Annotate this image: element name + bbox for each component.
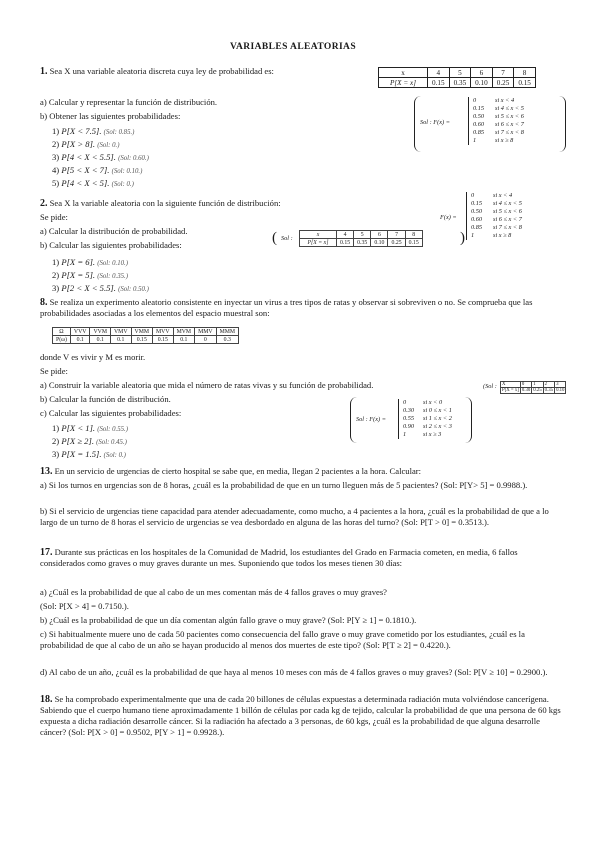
table-cell: x (300, 231, 337, 239)
table-cell: P[X = x] (502, 388, 519, 393)
p2-item-2 (52, 270, 128, 282)
p1-part-b: b) Obtener las siguientes probabilidades: (40, 111, 181, 121)
table-cell: 0.25 (492, 78, 514, 88)
piecewise-value: 0.50 (473, 113, 485, 120)
piecewise-value: 0 (403, 399, 407, 406)
p2-piecewise (466, 192, 522, 240)
p1-part-a: a) Calcular y representar la función de distribución. (40, 97, 218, 107)
p17-part-a: a) ¿Cuál es la probabilidad de que al cabo de un mes comentan más de 4 fallos graves o muy graves? (40, 587, 387, 597)
table-cell: VMV (111, 328, 132, 336)
piecewise-condition: si 7 ≤ x < 8 (493, 224, 522, 231)
piecewise-condition: si 6 ≤ x < 7 (495, 121, 524, 128)
piecewise-row (473, 105, 524, 113)
item-label: 1) (52, 257, 60, 267)
table-cell: 0.1 (70, 336, 90, 344)
problem-number: 17. (40, 547, 53, 558)
problem-text: En un servicio de urgencias de cierto hospital se sabe que, en media, llegan 2 pacientes a la hora. Calcular: (54, 466, 422, 476)
problem-number: 1. (40, 66, 48, 77)
table-cell: 0.10 (556, 388, 565, 393)
problem-number: 8. (40, 297, 48, 308)
piecewise-condition: si 4 ≤ x < 5 (495, 105, 524, 112)
piecewise-row (471, 232, 522, 240)
table-cell: 0 (195, 336, 217, 344)
piecewise-value: 0.60 (473, 121, 485, 128)
table-cell: 0.30 (521, 388, 531, 393)
table-cell: X (501, 382, 521, 388)
problem-number: 2. (40, 198, 48, 209)
piecewise-row (473, 137, 524, 145)
item-expression: P[5 < X < 7]. (61, 165, 110, 175)
problem-2-intro (40, 198, 281, 209)
piecewise-condition: si x < 0 (423, 399, 443, 406)
p17-part-c: c) Si habitualmente muere uno de cada 50 pacientes como consecuencia del fallo grave o muy grave cometido por los estudiantes, ¿cuál es la probabilidad de que al cabo de un año se hayan producido al menos dos muertes de este tipo? (Sol: P[T ≥ 2] = 0.4220.). (40, 629, 525, 650)
item-solution: (Sol: 0.85.) (103, 129, 135, 136)
p2-part-a: a) Calcular la distribución de probabilidad. (40, 226, 188, 236)
table-cell: 0.35 (449, 78, 471, 88)
piecewise-condition: si 6 ≤ x < 7 (493, 216, 522, 223)
p8-item-1 (52, 423, 128, 435)
piecewise-condition: si x ≥ 8 (495, 137, 514, 144)
page-title: VARIABLES ALEATORIAS (230, 42, 357, 52)
item-solution: (Sol: 0.35.) (97, 273, 128, 280)
table-cell: x (379, 68, 428, 78)
p2-solution-table (299, 230, 423, 247)
table-cell: 0.10 (371, 239, 388, 247)
table-cell: VMM (131, 328, 153, 336)
piecewise-value: 0 (473, 97, 477, 104)
piecewise-condition: si 0 ≤ x < 1 (423, 407, 452, 414)
piecewise-condition: si 5 ≤ x < 6 (495, 113, 524, 120)
item-solution: (Sol: 0.45.) (96, 439, 127, 446)
item-solution: (Sol: 0.10.) (111, 168, 143, 175)
item-label: 2) (52, 270, 60, 280)
piecewise-condition: si 7 ≤ x < 8 (495, 129, 524, 136)
piecewise-row (471, 216, 522, 224)
piecewise-row (473, 121, 524, 129)
p1-piecewise (468, 97, 524, 145)
p2-part-b: b) Calcular las siguientes probabilidades: (40, 240, 182, 250)
piecewise-value: 0.85 (471, 224, 483, 231)
piecewise-row (403, 407, 452, 415)
piecewise-row (403, 431, 452, 439)
p8-se-pide: Se pide: (40, 366, 68, 376)
table-cell: VVM (90, 328, 111, 336)
p1-item-4 (52, 165, 142, 177)
piecewise-value: 1 (471, 232, 475, 239)
item-solution: (Sol: 0.) (111, 181, 134, 188)
item-expression: P[X < 1]. (61, 423, 96, 433)
item-label: 1) (52, 423, 60, 433)
piecewise-condition: si x ≥ 8 (493, 232, 512, 239)
table-cell: 0.15 (131, 336, 153, 344)
problem-18 (40, 694, 562, 738)
piecewise-value: 0 (471, 192, 475, 199)
piecewise-row (471, 192, 522, 200)
p17-part-b: b) ¿Cuál es la probabilidad de que un día comentan algún fallo grave o muy grave? (Sol: P[Y ≥ 1] = 0.1810.). (40, 615, 417, 625)
p2-item-3 (52, 283, 149, 295)
table-cell: 0.10 (471, 78, 493, 88)
paren-open-icon: ( (272, 230, 277, 246)
table-cell: 8 (405, 231, 422, 239)
item-label: 1) (52, 126, 60, 136)
item-expression: P[X = 5]. (61, 270, 96, 280)
table-cell: 4 (337, 231, 354, 239)
problem-text: Durante sus prácticas en los hospitales de la Comunidad de Madrid, los estudiantes del Grado en Farmacia cometen, en media, 6 fallos considerados como graves o muy graves durante un mes. Suponiendo que todos los meses tienen 30 días: (40, 547, 518, 568)
piecewise-value: 0.15 (471, 200, 483, 207)
p8-item-3 (52, 449, 126, 461)
piecewise-value: 0.55 (403, 415, 415, 422)
problem-number: 18. (40, 694, 53, 705)
piecewise-condition: si 4 ≤ x < 5 (493, 200, 522, 207)
piecewise-value: 1 (403, 431, 407, 438)
item-expression: P[X > 8]. (61, 139, 96, 149)
piecewise-row (473, 129, 524, 137)
table-cell: 0.15 (514, 78, 536, 88)
p8-donde: donde V es vivir y M es morir. (40, 352, 146, 362)
table-cell: P[X = x] (379, 78, 428, 88)
p17-part-d: d) Al cabo de un año, ¿cuál es la probabilidad de que haya al menos 10 meses con más de 4 fallos graves o muy graves? (Sol: P[V ≥ 10] = 0.2900.). (40, 667, 548, 677)
item-solution: (Sol: 0.55.) (97, 426, 128, 433)
problem-text: Sea X una variable aleatoria discreta cuya ley de probabilidad es: (49, 66, 274, 76)
item-expression: P[X = 1.5]. (61, 449, 102, 459)
piecewise-value: 0.85 (473, 129, 485, 136)
piecewise-condition: si x < 4 (495, 97, 515, 104)
table-cell: 6 (471, 68, 493, 78)
p8-part-c: c) Calcular las siguientes probabilidades: (40, 408, 182, 418)
piecewise-value: 1 (473, 137, 477, 144)
table-cell: VVV (70, 328, 90, 336)
piecewise-condition: si x < 4 (493, 192, 513, 199)
item-expression: P[4 < X < 5.5]. (61, 152, 116, 162)
problem-17-intro (40, 547, 562, 569)
p8-sample-space-table (52, 327, 239, 344)
table-cell: MVV (153, 328, 174, 336)
piecewise-row (473, 97, 524, 105)
item-label: 2) (52, 436, 60, 446)
table-cell: 0.15 (153, 336, 174, 344)
table-cell: 2 (543, 382, 554, 388)
table-cell: 0.35 (354, 239, 371, 247)
table-cell: 8 (514, 68, 536, 78)
table-cell: 0.3 (216, 336, 238, 344)
p8-part-b: b) Calcular la función de distribución. (40, 394, 171, 404)
item-expression: P[2 < X < 5.5]. (61, 283, 116, 293)
p8-piecewise (398, 399, 452, 439)
p13-part-a: a) Si los turnos en urgencias son de 8 horas, ¿cuál es la probabilidad de que en un turno lleguen más de 5 pacientes? (Sol: P[Y> 5] = 0.9988.). (40, 480, 528, 490)
table-cell: 7 (388, 231, 405, 239)
piecewise-condition: si 5 ≤ x < 6 (493, 208, 522, 215)
p2-fx-prefix: F(x) = (440, 214, 457, 221)
piecewise-value: 0.90 (403, 423, 415, 430)
item-label: 5) (52, 178, 60, 188)
item-label: 3) (52, 449, 60, 459)
table-cell: 0.1 (111, 336, 132, 344)
p1-probability-table (378, 67, 536, 88)
item-label: 3) (52, 283, 60, 293)
item-label: 2) (52, 139, 60, 149)
p1-item-5 (52, 178, 134, 190)
piecewise-row (473, 113, 524, 121)
p8-a-solution-prefix: (Sol : (483, 383, 497, 390)
p8-part-a: a) Construir la variable aleatoria que mida el número de ratas vivas y su función de probabilidad. (40, 380, 374, 390)
problem-1-intro (40, 66, 274, 77)
problem-text: Se realiza un experimento aleatorio consistente en inyectar un virus a tres tipos de ratas y observar si sobreviven o no. Se comprueba que las probabilidades asociadas a los elementos del espacio muestral son: (40, 297, 533, 318)
table-cell: 6 (371, 231, 388, 239)
table-cell: 7 (492, 68, 514, 78)
p13-part-b: b) Si el servicio de urgencias tiene capacidad para atender adecuadamente, como mucho, a 4 pacientes a la hora, ¿cuál es la probabilidad de que a lo largo de un turno de 8 horas el servicio de urgencias se vea desbordado en alguna de las horas del turno? (Sol: P[T > 0] = 0.3513.). (40, 506, 549, 527)
table-cell: 3 (555, 382, 566, 388)
table-cell: 0.1 (173, 336, 195, 344)
table-cell: 5 (354, 231, 371, 239)
piecewise-row (471, 224, 522, 232)
table-cell: 0.15 (428, 78, 450, 88)
piecewise-condition: si x ≥ 3 (423, 431, 442, 438)
item-label: 3) (52, 152, 60, 162)
item-solution: (Sol: 0.50.) (118, 286, 149, 293)
table-cell: 1 (532, 382, 543, 388)
piecewise-row (403, 399, 452, 407)
table-cell: P[X = x] (300, 239, 337, 247)
p17-part-a-solution: (Sol: P[X > 4] = 0.7150.). (40, 601, 129, 611)
table-cell: 0.1 (90, 336, 111, 344)
p2-solution-prefix: Sol : (281, 235, 293, 242)
piecewise-row (403, 415, 452, 423)
table-cell: 4 (428, 68, 450, 78)
paren-close-icon: ) (460, 230, 465, 246)
p2-se-pide: Se pide: (40, 212, 68, 222)
p8-item-2 (52, 436, 127, 448)
piecewise-value: 0.30 (403, 407, 415, 414)
table-cell: 0 (520, 382, 531, 388)
item-solution: (Sol: 0.) (97, 142, 120, 149)
item-expression: P[X = 6]. (61, 257, 96, 267)
item-expression: P[4 < X < 5]. (61, 178, 110, 188)
problem-text: Se ha comprobado experimentalmente que una de cada 20 billones de células expuestas a determinada radiación muta volviéndose cancerígena. Sabiendo que el cuerpo humano tiene aproximadamente 1 billón de células por cada kg de tejido, calcular la probabilidad de que una persona de 60 kgs expuesta a dicha radiación desarrolle cáncer. Si la radiación ha afectado a 3 personas, de 60 kgs, ¿cuál es la probabilidad de que alguna desarrolle cáncer? (Sol: P[X > 0] = 0.9502, P[Y > 1] = 0.9928.). (40, 694, 561, 737)
p2-item-1 (52, 257, 128, 269)
p8-solution-prefix: Sol : F(x) = (356, 416, 386, 423)
problem-number: 13. (40, 466, 53, 477)
p1-item-1 (52, 126, 134, 138)
piecewise-condition: si 1 ≤ x < 2 (423, 415, 452, 422)
problem-8-intro (40, 297, 562, 319)
item-label: 4) (52, 165, 60, 175)
table-cell: 0.25 (533, 388, 542, 393)
piecewise-row (403, 423, 452, 431)
piecewise-value: 0.60 (471, 216, 483, 223)
item-solution: (Sol: 0.10.) (97, 260, 128, 267)
table-cell: P(ω) (53, 336, 71, 344)
p1-item-3 (52, 152, 149, 164)
problem-text: Sea X la variable aleatoria con la siguiente función de distribución: (49, 198, 281, 208)
piecewise-condition: si 2 ≤ x < 3 (423, 423, 452, 430)
piecewise-row (471, 208, 522, 216)
table-cell: 0.25 (388, 239, 405, 247)
p1-solution-prefix: Sol : F(x) = (420, 119, 450, 126)
p8-a-solution-table (500, 381, 566, 394)
problem-13-intro (40, 466, 421, 477)
table-cell: MVM (173, 328, 195, 336)
table-cell: 5 (449, 68, 471, 78)
table-cell: 0.15 (405, 239, 422, 247)
table-cell: MMM (216, 328, 238, 336)
item-expression: P[X < 7.5]. (61, 126, 102, 136)
p1-item-2 (52, 139, 120, 151)
table-cell: Ω (53, 328, 71, 336)
item-solution: (Sol: 0.) (103, 452, 126, 459)
item-solution: (Sol: 0.60.) (118, 155, 149, 162)
table-cell: MMV (195, 328, 217, 336)
table-cell: 0.35 (544, 388, 554, 393)
table-cell: 0.15 (337, 239, 354, 247)
piecewise-value: 0.50 (471, 208, 483, 215)
piecewise-row (471, 200, 522, 208)
item-expression: P[X ≥ 2]. (61, 436, 94, 446)
piecewise-value: 0.15 (473, 105, 485, 112)
